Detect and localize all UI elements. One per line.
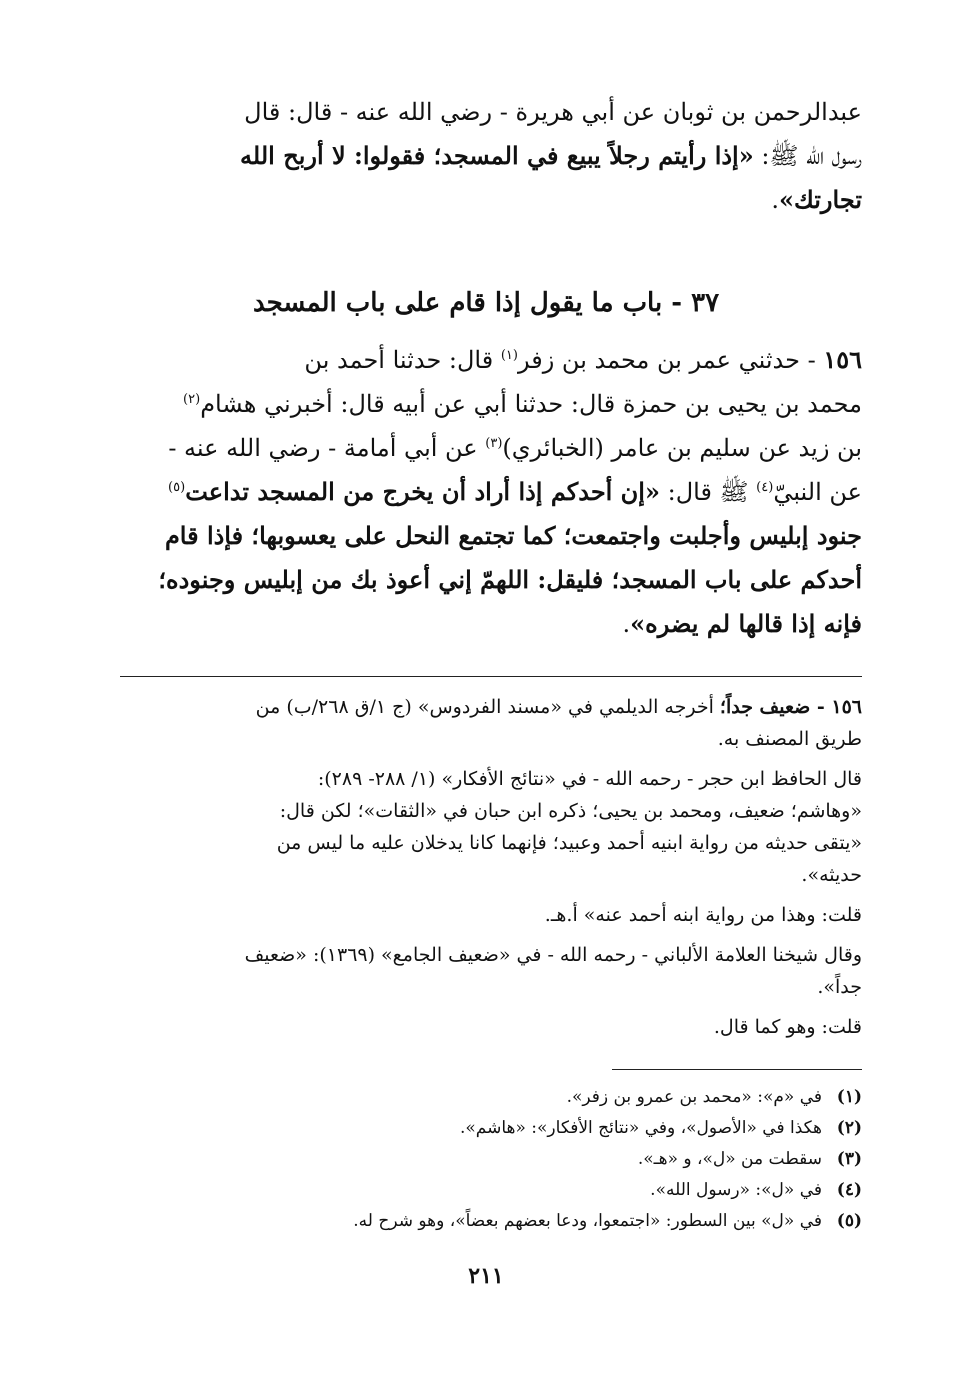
footnotes-list [110, 1082, 862, 1237]
commentary-p2-line-3: «يتقى حديثه من رواية ابنيه أحمد وعبيد؛ فإنهما كانا يدخلان عليه ما ليس من [276, 832, 862, 854]
book-page [110, 90, 862, 1289]
commentary-p1-line-2: طريق المصنف به. [717, 728, 862, 750]
footnote-number: (٢) [836, 1118, 862, 1138]
hadith-line-3-text: بن زيد عن سليم بن عامر (الخبائري) [502, 434, 862, 462]
commentary-p2-line-4: حديثه». [801, 864, 862, 886]
hadith-line-4-mid: ﷺ قال: [659, 478, 757, 506]
hadith-line-4-text: عن النبيّ [773, 478, 862, 506]
commentary-paragraph-5: قلت: وهو كما قال. [713, 1016, 862, 1038]
commentary-p2-line-2: «وهاشم؛ ضعيف، ومحمد بن يحيى؛ ذكره ابن حبان في «الثقات»؛ لكن قال: [279, 800, 862, 822]
hadith-number: ١٥٦ [823, 345, 862, 374]
chapter-heading: ٣٧ - باب ما يقول إذا قام على باب المسجد [252, 288, 720, 318]
commentary-paragraph-2 [110, 763, 862, 891]
footnote-text: سقطت من «ل»، و «هـ». [637, 1149, 822, 1169]
footnote-ref-1: (١) [500, 348, 518, 363]
hadith-line-2 [110, 382, 862, 426]
footnote-item [110, 1206, 862, 1237]
opening-line-2-plain: رسول الله ﷺ: [753, 142, 862, 170]
footnote-ref-3: (٣) [485, 436, 503, 451]
hadith-line-3-rest: عن أبي أمامة - رضي الله عنه - [168, 434, 486, 462]
commentary-p4-line-1: وقال شيخنا العلامة الألباني - رحمه الله - في «ضعيف الجامع» (١٣٦٩): «ضعيف [244, 944, 862, 966]
footnote-ref-4: (٤) [756, 480, 774, 495]
opening-line-1-text: عبدالرحمن بن ثوبان عن أبي هريرة - رضي الله عنه - قال: قال [244, 98, 862, 126]
hadith-text [110, 338, 862, 646]
commentary-grade: - ضعيف جداً؛ [719, 696, 832, 718]
opening-line-3-bold: تجارتك» [779, 185, 862, 214]
opening-line-2 [110, 134, 862, 178]
footnote-item [110, 1144, 862, 1175]
commentary-paragraph-1 [110, 691, 862, 755]
hadith-line-2-text: محمد بن يحيى بن حمزة قال: حدثنا أبي عن أبيه قال: أخبرني هشام [200, 390, 862, 418]
footnote-item [110, 1175, 862, 1206]
footnote-number: (٤) [836, 1180, 862, 1200]
opening-line-1 [110, 90, 862, 134]
hadith-line-1 [110, 338, 862, 382]
hadith-line-3 [110, 426, 862, 470]
hadith-line-4-bold: «إن أحدكم إذا أراد أن يخرج من المسجد تداعت [185, 477, 660, 506]
commentary-divider [120, 676, 862, 677]
commentary-section [110, 691, 862, 1043]
footnote-text: هكذا في «الأصول»، وفي «نتائج الأفكار»: «هاشم». [459, 1118, 822, 1138]
footnote-ref-2: (٢) [183, 392, 201, 407]
commentary-paragraph-4 [110, 939, 862, 1003]
commentary-p4-line-2: جداً». [817, 976, 862, 998]
footnote-ref-5: (٥) [168, 480, 186, 495]
footnote-text: في «م»: «محمد بن عمرو بن زفر». [566, 1087, 822, 1107]
hadith-line-4 [110, 470, 862, 514]
commentary-paragraph-3: قلت: وهذا من رواية ابنه أحمد عنه» أ.هـ. [544, 904, 862, 926]
opening-paragraph [110, 90, 862, 222]
commentary-p1-line-1 [110, 691, 862, 723]
footnotes-divider [612, 1069, 862, 1070]
opening-line-3 [110, 178, 862, 222]
footnote-text: في «ل»: «رسول الله». [650, 1180, 822, 1200]
footnote-number: (٣) [836, 1149, 862, 1169]
footnote-item [110, 1113, 862, 1144]
commentary-number: ١٥٦ [831, 696, 862, 718]
opening-line-2-bold: «إذا رأيتم رجلاً يبيع في المسجد؛ فقولوا: لا أربح الله [240, 141, 754, 170]
footnote-text: في «ل» بين السطور: «اجتمعوا، ودعا بعضهم بعضاً»، وهو شرح له. [353, 1211, 822, 1231]
page-number: ٢١١ [468, 1263, 504, 1289]
hadith-line-7 [110, 602, 862, 646]
hadith-line-1-text: - حدثني عمر بن محمد بن زفر [517, 346, 824, 374]
hadith-line-1-rest: قال: حدثنا أحمد بن [304, 346, 501, 374]
hadith-line-7-bold: فإنه إذا قالها لم يضره» [630, 609, 862, 638]
hadith-line-7-end: . [622, 610, 631, 638]
hadith-line-6: أحدكم على باب المسجد؛ فليقل: اللهمّ إني أعوذ بك من إبليس وجنوده؛ [158, 565, 862, 594]
opening-line-3-end: . [771, 186, 780, 214]
footnote-number: (٥) [836, 1211, 862, 1231]
commentary-p1-rest: أخرجه الديلمي في «مسند الفردوس» (ج ١/ق ٢٦٨/ب) من [255, 696, 720, 718]
footnote-item [110, 1082, 862, 1113]
hadith-line-5: جنود إبليس وأجلبت واجتمعت؛ كما تجتمع النحل على يعسوبها؛ فإذا قام [164, 521, 862, 550]
commentary-p2-line-1: قال الحافظ ابن حجر - رحمه الله - في «نتائج الأفكار» (١/ ٢٨٨- ٢٨٩): [317, 768, 862, 790]
footnote-number: (١) [836, 1087, 862, 1107]
